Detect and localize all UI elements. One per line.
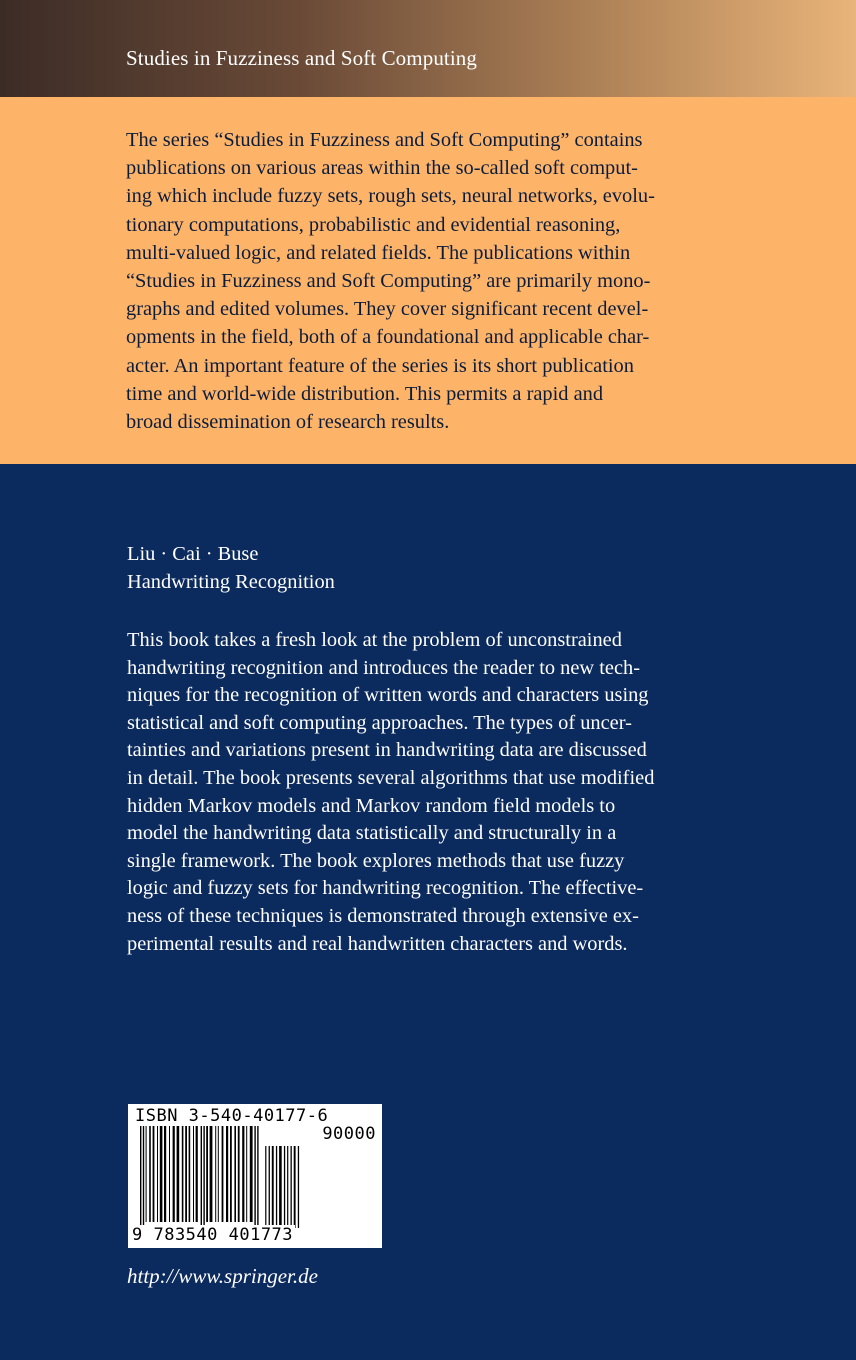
book-description-line: niques for the recognition of written words and characters using [127,684,649,707]
barcode-bar [226,1126,228,1222]
publisher-url: http://www.springer.de [127,1264,318,1288]
book-description-line: ness of these techniques is demonstrated through extensive ex- [127,904,639,927]
barcode-bar [265,1146,266,1228]
barcode-bar [206,1126,208,1222]
barcode-bar [279,1146,282,1228]
book-description-line: hidden Markov models and Markov random field models to [127,794,616,817]
series-description-line: broad dissemination of research results. [126,411,450,434]
series-description-line: time and world-wide distribution. This permits a rapid and [126,382,604,405]
barcode-bar [246,1126,247,1222]
series-title: Studies in Fuzziness and Soft Computing [126,46,477,70]
barcode-bar [294,1146,296,1228]
barcode-bar [215,1126,216,1222]
series-description-line: tionary computations, probabilistic and evidential reasoning, [126,213,621,236]
series-description-line: ing which include fuzzy sets, rough sets, neural networks, evolu- [126,185,655,208]
barcode-bar [250,1126,253,1222]
barcode-bar [169,1126,170,1222]
barcode-bar [203,1126,204,1228]
book-description-line: tainties and variations present in handwriting data are discussed [127,739,647,762]
price-code: 90000 [322,1124,376,1144]
barcode-bar [218,1126,219,1222]
barcode-bar [234,1126,236,1222]
barcode-bar [201,1126,202,1228]
book-description-line: model the handwriting data statistically and structurally in a [127,822,617,845]
barcode-bar [257,1126,258,1228]
barcode-bar [254,1126,255,1228]
book-description-line: single framework. The book explores methods that use fuzzy [127,849,625,872]
barcode-bar [276,1146,277,1228]
barcode-bar [177,1126,180,1222]
series-description-line: The series “Studies in Fuzziness and Soft Computing” contains [126,129,643,151]
book-title: Handwriting Recognition [127,571,335,593]
barcode-bar [284,1146,285,1228]
series-description-line: “Studies in Fuzziness and Soft Computing” are primarily mono- [126,270,651,293]
barcode-bar [146,1126,147,1222]
book-description-line: perimental results and real handwritten characters and words. [127,932,628,955]
barcode-bar [140,1126,141,1228]
barcode-bar [269,1146,270,1228]
book-description-line: This book takes a fresh look at the problem of unconstrained [127,629,622,651]
ean-digits: 9 783540 401773 [132,1225,294,1245]
barcode-bar [149,1126,151,1222]
series-description-line: opments in the field, both of a foundational and applicable char- [126,326,650,349]
barcode-bar [173,1126,175,1222]
barcode-bar [189,1126,191,1222]
series-description-line: acter. An important feature of the series is its short publication [126,354,634,377]
barcode-bar [272,1146,274,1228]
barcode-bar [298,1146,299,1228]
barcode-bar [193,1126,194,1222]
barcode-bar [196,1126,198,1222]
book-description-line: handwriting recognition and introduces the reader to new tech- [127,656,640,679]
book-description-line: in detail. The book presents several algorithms that use modified [127,766,655,789]
series-description-line: graphs and edited volumes. They cover significant recent devel- [126,298,649,321]
barcode-bar [143,1126,144,1228]
barcode-bar [157,1126,158,1222]
isbn-label: ISBN 3-540-40177-6 [135,1106,329,1126]
header-band [0,0,856,97]
barcode-bar [222,1126,224,1222]
barcode-bar [182,1126,184,1222]
barcode-bar [287,1146,288,1228]
series-description [126,126,726,436]
barcode-bar [164,1126,166,1222]
barcode-bar [185,1126,187,1222]
barcode-bar [160,1126,163,1222]
isbn-barcode [128,1104,382,1248]
series-description-line: multi-valued logic, and related fields. The publications within [126,241,631,264]
book-authors: Liu · Cai · Buse [127,543,259,565]
barcode-bar [242,1126,244,1222]
barcode-bar [210,1126,213,1222]
book-description [127,627,767,958]
book-description-line: logic and fuzzy sets for handwriting recognition. The effective- [127,877,644,900]
barcode-bar [291,1146,292,1228]
series-description-line: publications on various areas within the so-called soft comput- [126,157,638,180]
barcode-bar [238,1126,240,1222]
barcode-bar [230,1126,232,1222]
book-description-line: statistical and soft computing approaches. The types of uncer- [127,711,632,734]
barcode-bar [153,1126,155,1222]
